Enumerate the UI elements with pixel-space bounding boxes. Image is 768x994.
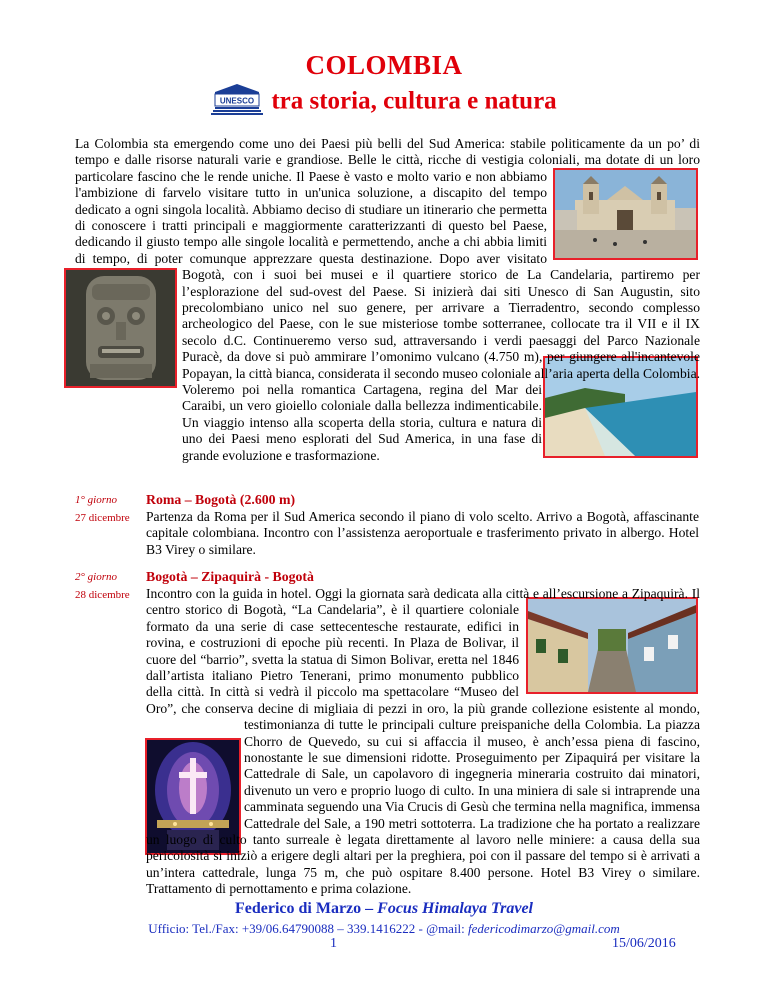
page-number: 1 (330, 936, 337, 951)
text-line: un luogo di culto tanto surreale è legata direttamente al lavoro nelle miniere: a causa della sua (146, 832, 700, 847)
text-line: di conoscere i tratti principali e maggiormente caratterizzanti di questo bel Paese, (75, 218, 547, 233)
footer-agent (0, 900, 768, 918)
text-line: precolombiano unico nel suo genere, per arrivare a Tierradentro, secondo complesso (182, 300, 700, 315)
text-line: rovina, e costruzioni di epoche più recenti. In Plaza de Bolivar, il (146, 635, 519, 651)
unesco-logo-icon (211, 82, 263, 121)
text-line: archeologico del Paese, con le sue misteriose tombe sotterranee, collocate tra il VII e il IX (182, 316, 700, 332)
text-line: Cattedrale di Sale, un capolavoro di ingegneria mineraria costruito dai minatori, (244, 766, 700, 782)
footer-contact (0, 921, 768, 937)
text-line: un’intera cattedrale, lunga 75 m, che può ospitare 8.400 persone. Hotel B3 Virey o similare. (146, 864, 700, 880)
text-line: La Colombia sta emergendo come uno dei Paesi più belli del Sud America: stabile politicamente da un po’ di (75, 136, 700, 151)
day-1-label: 1° giorno (75, 494, 117, 506)
text-line: Incontro con la guida in hotel. Oggi la giornata sarà dedicata alla città e all’escursione a Zipaquirà. Il (146, 586, 700, 601)
text-line: Trattamento di pernottamento e prima colazione. (146, 881, 412, 897)
footer-agency: Focus Himalaya Travel (377, 900, 533, 917)
text-line: l’esplorazione del sud-ovest del Paese. Si inizierà dai siti Unesco di San Augustin, sito (182, 283, 700, 299)
stone-statue-photo (64, 268, 177, 388)
footer-contact-text: Ufficio: Tel./Fax: +39/06.64790088 – 339.1416222 - @mail: (148, 921, 469, 936)
day-1-date: 27 dicembre (75, 512, 130, 524)
text-line: nonostante le sue dimensioni ridotte. Proseguimento per Zipaquirá per visitare la (244, 750, 700, 765)
day-2-label: 2° giorno (75, 571, 117, 583)
text-line: particolare fascino che le rende uniche. Il Paese è vasto e molto vario e non abbiamo (75, 168, 547, 184)
text-line: della città. In città si vedrà il piccolo ma spettacolare “Museo del (146, 684, 519, 700)
day-2-date: 28 dicembre (75, 589, 130, 601)
text-line: dedicando il giusto tempo alle singole località e permettendo, anche a chi abbia limiti (75, 234, 547, 250)
text-line: formato da una serie di case settecentesche restaurate, edifici in (146, 618, 519, 634)
text-line: Puracè, da dove si può ammirare l’omonimo vulcano (4.750 m), per giungere all'incantevole (182, 349, 700, 365)
day-1-text: Partenza da Roma per il Sud America secondo il piano di volo scelto. Arrivo a Bogotà, affascinante capitale colombiana. Incontro con l’assistenza aeroportuale e trasferimento privato in albergo. Hotel B3 Virey o similare. (146, 509, 699, 557)
footer-email[interactable]: federicodimarzo@gmail.com (468, 921, 620, 936)
text-line: Cattedrale del Sale, a 190 metri sottoterra. La tradizione che ha portato a realizzare (244, 815, 700, 831)
text-line: secolo d.C. Continueremo verso sud, attraversando i verdi paesaggi del Parco Nazionale (182, 332, 700, 348)
text-line: l'ambizione di farvelo visitare tutto in un'unica soluzione, a discapito del tempo (75, 185, 547, 201)
text-line: uno dei Paesi meno esplorati del Sud America, in una fase di (182, 431, 542, 447)
text-line: Voleremo poi nella romantica Cartagena, regina del Mar dei (182, 382, 542, 397)
text-line: cuore del “barrio”, svetta la statua di Simon Bolivar, eretta nel 1846 (146, 651, 519, 667)
text-line: Popayan, la città bianca, considerata il secondo museo coloniale all’aria aperta della Colombia. (182, 365, 700, 381)
subtitle-row (0, 82, 768, 121)
text-line: dedicato a ogni singola località. Abbiamo deciso di studiare un itinerario che permetta (75, 201, 547, 217)
page-title: COLOMBIA (305, 50, 463, 80)
text-line: centro storico di Bogotà, “La Candelaria”, è il quartiere coloniale (146, 602, 519, 618)
text-line: divenuto un vero e proprio luogo di culto. In una miniera di sale si intraprende una (244, 782, 700, 798)
text-line: Chorro de Quevedo, su cui si affaccia il museo, è anch’essa piena di fascino, (244, 733, 700, 749)
footer-name: Federico di Marzo – (234, 900, 378, 917)
text-line: dall’artista italiano Pietro Tenerani, primo monumento pubblico (146, 668, 519, 683)
text-line: Oro”, che conserva decine di migliaia di pezzi in oro, la più grande collezione esistente al mondo, (146, 700, 700, 716)
text-line: grande evoluzione e trasformazione. (182, 447, 380, 463)
text-line: pericolosità si iniziò a erigere degli altari per la preghiera, poi con il passare del tempo si è arrivati a (146, 848, 700, 864)
text-line: Un viaggio intenso alla scoperta della storia, cultura e natura di (182, 414, 542, 430)
day-2-title: Bogotà – Zipaquirà - Bogotà (146, 569, 314, 584)
text-line: tempo e dalle risorse naturali varie e grandiose. Belle le città, ricche di vestigia coloniali, ma dotate di un loro (75, 152, 700, 168)
svg-text:UNESCO: UNESCO (220, 96, 255, 106)
text-line: Bogotà, con i suoi bei musei e il quartiere storico de La Candelaria, partiremo per (182, 267, 700, 283)
candelaria-street-photo (526, 597, 698, 694)
text-line: testimonianza di tutte le principali culture preispaniche della Colombia. La piazza (244, 717, 700, 733)
text-line: Caraibi, un vero gioiello coloniale dalla bellezza indimenticabile. (182, 398, 542, 414)
footer-date: 15/06/2016 (612, 936, 676, 951)
page-subtitle: tra storia, cultura e natura (271, 87, 557, 115)
text-line: di tempo, di poter comunque apprezzare questa destinazione. Dopo aver visitato (75, 250, 547, 266)
day-1-title: Roma – Bogotà (2.600 m) (146, 492, 296, 507)
cathedral-photo (553, 168, 698, 260)
text-line: camminata seguendo una Via Crucis di Gesù che termina nella magnifica, immensa (244, 799, 700, 815)
